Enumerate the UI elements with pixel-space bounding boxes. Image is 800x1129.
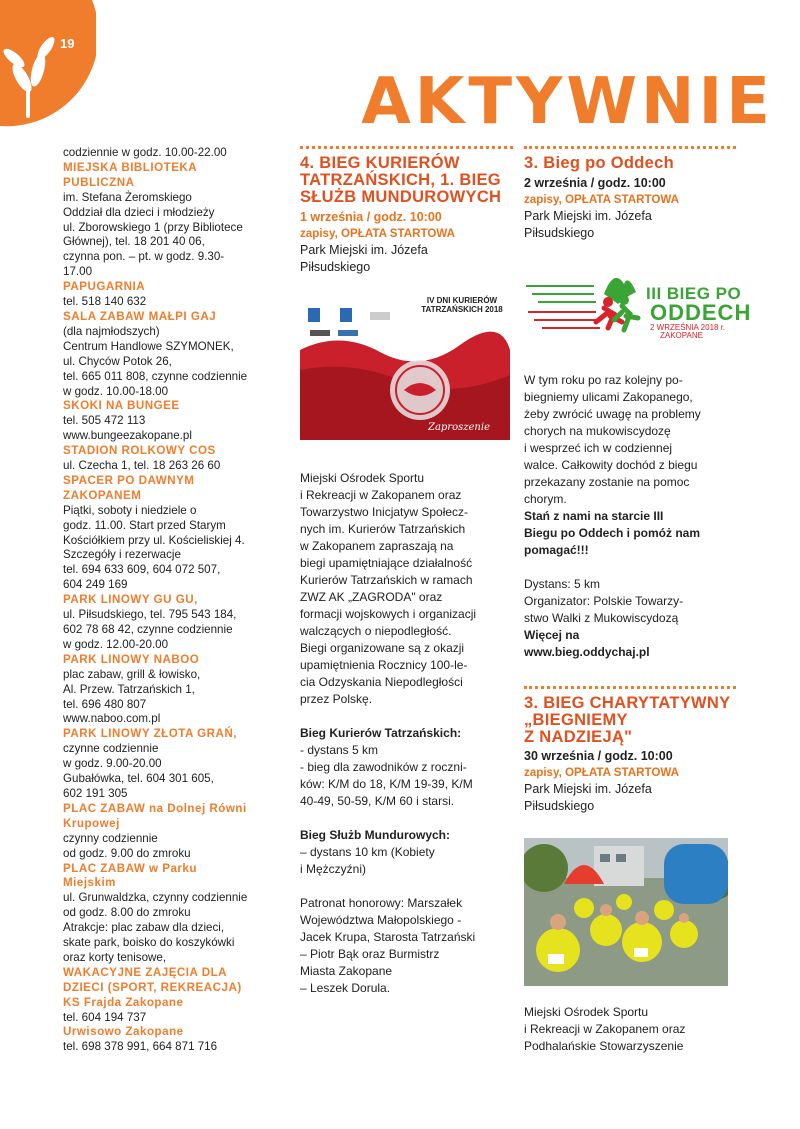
text-line: ków: K/M do 18, K/M 19-39, K/M <box>300 777 473 791</box>
text-line: 40-49, 50-59, K/M 60 i starsi. <box>300 794 455 808</box>
venue-heading: Krupowej <box>63 816 120 830</box>
event-oddech-column <box>524 146 736 242</box>
text-line: i Mężczyźni) <box>300 862 367 876</box>
venue-detail: Atrakcje: plac zabaw dla dzieci, <box>63 921 225 935</box>
logo-line1: III BIEG PO <box>646 284 742 303</box>
dotted-divider <box>300 146 513 149</box>
venue-detail: tel. 518 140 632 <box>63 295 147 309</box>
event-title: 4. BIEG KURIERÓW TATRZAŃSKICH, 1. BIEG SŁUŻB MUNDUROWYCH <box>300 154 502 206</box>
event-kurierow-column <box>300 146 513 276</box>
venue-detail: w godz. 10.00-18.00 <box>63 384 169 398</box>
text-line: Miejski Ośrodek Sportu <box>300 471 425 485</box>
patronage <box>300 895 513 997</box>
venue-heading: MIEJSKA BIBLIOTEKA <box>63 160 198 174</box>
venue-heading: PARK LINOWY GU GU, <box>63 593 198 607</box>
event-place: Park Miejski im. Józefa Piłsudskiego <box>524 209 652 240</box>
text-line: – dystans 10 km (Kobiety <box>300 845 435 859</box>
run2-title: Bieg Służb Mundurowych: <box>300 828 450 842</box>
text-line: Biegu po Oddech i pomóż nam <box>524 526 701 540</box>
venue-detail: czynna pon. – pt. w godz. 9.30- <box>63 250 225 264</box>
venue-heading: SKOKI NA BUNGEE <box>63 399 180 413</box>
venue-detail: godz. 11.00. Start przed Starym <box>63 518 226 532</box>
venue-heading: SPACER PO DAWNYM <box>63 473 195 487</box>
venue-detail: od godz. 9.00 do zmroku <box>63 846 191 860</box>
event-poster <box>300 290 510 440</box>
text-line: chorych na mukowiscydozę <box>524 424 671 438</box>
event-title: 3. BIEG CHARYTATYWNY „BIEGNIEMY Z NADZIEJĄ" <box>524 694 731 746</box>
runners-photo-graphic <box>524 838 728 986</box>
venue-heading: PLAC ZABAW w Parku <box>63 861 197 875</box>
text-line: Biegi organizowane są z okazji <box>300 641 465 655</box>
text-line: Województwa Małopolskiego - <box>300 913 462 927</box>
runners-photo <box>524 838 728 986</box>
venue-detail: Piątki, soboty i niedziele o <box>63 503 197 517</box>
text-line: przez Polskę. <box>300 692 373 706</box>
venue-detail[interactable]: www.naboo.com.pl <box>63 712 161 726</box>
text-line: żeby zwrócić uwagę na problemy <box>524 407 701 421</box>
text-line: przekazany zostanie na pomoc <box>524 475 690 489</box>
run1-title: Bieg Kurierów Tatrzańskich: <box>300 726 462 740</box>
text-line: Jacek Krupa, Starosta Tatrzański <box>300 930 476 944</box>
venue-detail: tel. 694 633 609, 604 072 507, <box>63 563 221 577</box>
venue-detail: ul. Czecha 1, tel. 18 263 26 60 <box>63 459 221 473</box>
logo-line2: ODDECH <box>650 300 752 325</box>
text-line: cia Odzyskania Niepodległości <box>300 675 463 689</box>
venue-detail: Szczegóły i rezerwacje <box>63 548 181 562</box>
venue-detail: czynne codziennie <box>63 742 159 756</box>
text-line: biegi upamiętniające działalność <box>300 556 473 570</box>
venue-heading: PLAC ZABAW na Dolnej Równi <box>63 801 247 815</box>
venue-detail: oraz korty tenisowe, <box>63 950 167 964</box>
venue-detail: 17.00 <box>63 265 93 279</box>
venues-column <box>63 146 275 1055</box>
venue-detail: tel. 698 378 991, 664 871 716 <box>63 1040 218 1054</box>
poster-caption: Zaproszenie <box>428 422 490 433</box>
text-line: W tym roku po raz kolejny po- <box>524 373 683 387</box>
venue-detail: w godz. 9.00-20.00 <box>63 757 162 771</box>
event-date: 2 września / godz. 10:00 <box>524 176 666 190</box>
text-line: i Rekreacji w Zakopanem oraz <box>524 1022 686 1036</box>
event-signup: zapisy, OPŁATA STARTOWA <box>300 227 456 240</box>
venue-detail: od godz. 8.00 do zmroku <box>63 906 191 920</box>
venue-heading: PAPUGARNIA <box>63 280 146 294</box>
venue-detail: tel. 696 480 807 <box>63 697 147 711</box>
venue-detail: ul. Zborowskiego 1 (przy Bibliotece <box>63 220 243 234</box>
section-title: AKTYWNIE <box>361 65 774 139</box>
venue-detail[interactable]: www.bungeezakopane.pl <box>63 429 192 443</box>
text-line: formacji wojskowych i organizacji <box>300 607 477 621</box>
logo-line4: ZAKOPANE <box>660 331 703 340</box>
event-nadzieja-column <box>524 686 736 815</box>
bieg-po-oddech-logo <box>524 264 752 354</box>
text-line: – Leszek Dorula. <box>300 981 391 995</box>
venue-detail: 602 191 305 <box>63 786 128 800</box>
event-call-to-action <box>524 508 736 559</box>
text-line: i wesprzeć ich w codziennej <box>524 441 673 455</box>
venue-detail: Oddział dla dzieci i młodzieży <box>63 205 215 219</box>
page-number: 19 <box>60 36 75 51</box>
venue-detail: tel. 665 011 808, czynne codziennie <box>63 369 248 383</box>
dotted-divider <box>524 146 736 149</box>
venue-detail: 604 249 169 <box>63 578 128 592</box>
text-line: nych im. Kurierów Tatrzańskich <box>300 522 466 536</box>
event-oddech-body <box>524 372 736 661</box>
text-line: ZWZ AK „ZAGRODA" oraz <box>300 590 443 604</box>
text-line: Towarzystwo Inicjatyw Społecz- <box>300 505 469 519</box>
text-line: Kurierów Tatrzańskich w ramach <box>300 573 473 587</box>
text-line: Patronat honorowy: Marszałek <box>300 896 463 910</box>
event-description <box>524 372 736 508</box>
venue-detail: ul. Piłsudskiego, tel. 795 543 184, <box>63 608 237 622</box>
venue-detail: Al. Przew. Tatrzańskich 1, <box>63 682 195 696</box>
venue-detail: Centrum Handlowe SZYMONEK, <box>63 339 234 353</box>
venue-detail: Kościółkiem przy ul. Kościeliskiej 4. <box>63 533 245 547</box>
venue-detail: skate park, boisko do koszykówki <box>63 936 235 950</box>
venue-heading: PARK LINOWY ZŁOTA GRAŃ, <box>63 727 238 741</box>
text-line: w Zakopanem zapraszają na <box>300 539 454 553</box>
corner-wheat-logo <box>0 0 96 128</box>
text-line: - bieg dla zawodników z roczni- <box>300 760 467 774</box>
venue-detail: 602 78 68 42, czynne codziennie <box>63 623 233 636</box>
venue-heading: PUBLICZNA <box>63 175 135 189</box>
venue-detail: Głównej), tel. 18 201 40 06, <box>63 235 205 249</box>
venue-detail: ul. Chyców Potok 26, <box>63 354 172 368</box>
text-line: Stań z nami na starcie III <box>524 509 664 523</box>
event-date: 30 września / godz. 10:00 <box>524 749 673 763</box>
event-nadzieja-body <box>524 1004 736 1055</box>
event-description <box>300 470 513 708</box>
venue-detail: czynny codziennie <box>63 831 158 845</box>
run1-details <box>300 742 513 810</box>
logo-line3: 2 WRZEŚNIA 2018 r. <box>650 323 726 332</box>
venue-detail: w godz. 12.00-20.00 <box>63 637 169 651</box>
text-line: chorym. <box>524 492 567 506</box>
poster-title: IV DNI KURIERÓW TATRZAŃSKICH 2018 <box>421 296 503 314</box>
venue-heading: KS Frajda Zakopane <box>63 995 184 1009</box>
run2-details <box>300 844 513 878</box>
text-line: Miasta Zakopane <box>300 964 393 978</box>
event-info <box>524 576 736 627</box>
text-line: i Rekreacji w Zakopanem oraz <box>300 488 462 502</box>
text-line: Podhalańskie Stowarzyszenie <box>524 1039 684 1053</box>
venue-detail: tel. 604 194 737 <box>63 1010 147 1024</box>
event-title: 3. Bieg po Oddech <box>524 154 674 172</box>
event-place: Park Miejski im. Józefa Piłsudskiego <box>524 782 652 813</box>
website-link[interactable]: www.bieg.oddychaj.pl <box>524 645 650 659</box>
text-line: Organizator: Polskie Towarzy- <box>524 594 684 608</box>
text-line: - dystans 5 km <box>300 743 379 757</box>
venue-detail: plac zabaw, grill & łowisko, <box>63 667 201 681</box>
event-signup: zapisy, OPŁATA STARTOWA <box>524 766 680 779</box>
text-line: walczących o niepodległość. <box>300 624 452 638</box>
venue-detail: (dla najmłodszych) <box>63 324 160 338</box>
venue-detail: Gubałówka, tel. 604 301 605, <box>63 772 214 786</box>
text-line: stwo Walki z Mukowiscydozą <box>524 611 679 625</box>
venue-heading: ZAKOPANEM <box>63 488 142 502</box>
venue-heading: Miejskim <box>63 876 116 890</box>
text-line: Dystans: 5 km <box>524 577 601 591</box>
venue-detail: ul. Grunwaldzka, czynny codziennie <box>63 891 248 905</box>
venue-heading: Urwisowo Zakopane <box>63 1025 184 1039</box>
venue-heading: WAKACYJNE ZAJĘCIA DLA <box>63 965 228 979</box>
text-line: Miejski Ośrodek Sportu <box>524 1005 649 1019</box>
event-description <box>524 1004 736 1055</box>
more-info: Więcej na www.bieg.oddychaj.pl <box>524 627 736 661</box>
text-line: walce. Całkowity dochód z biegu <box>524 458 698 472</box>
event-kurierow-body <box>300 470 513 997</box>
event-date: 1 września / godz. 10:00 <box>300 210 442 224</box>
venue-detail: im. Stefana Żeromskiego <box>63 190 192 204</box>
venue-detail: codziennie w godz. 10.00-22.00 <box>63 146 227 159</box>
venue-heading: STADION ROLKOWY COS <box>63 444 216 458</box>
venue-heading: DZIECI (SPORT, REKREACJA) <box>63 980 242 994</box>
event-place: Park Miejski im. Józefa Piłsudskiego <box>300 243 428 274</box>
text-line: pomagać!!! <box>524 543 589 557</box>
text-line: biegniemy ulicami Zakopanego, <box>524 390 693 404</box>
event-signup: zapisy, OPŁATA STARTOWA <box>524 193 680 206</box>
text-line: upamiętnienia Rocznicy 100-le- <box>300 658 468 672</box>
venue-detail: tel. 505 472 113 <box>63 414 146 428</box>
venue-heading: PARK LINOWY NABOO <box>63 652 200 666</box>
venue-heading: SALA ZABAW MAŁPI GAJ <box>63 309 217 323</box>
dotted-divider <box>524 686 736 689</box>
text-line: – Piotr Bąk oraz Burmistrz <box>300 947 440 961</box>
